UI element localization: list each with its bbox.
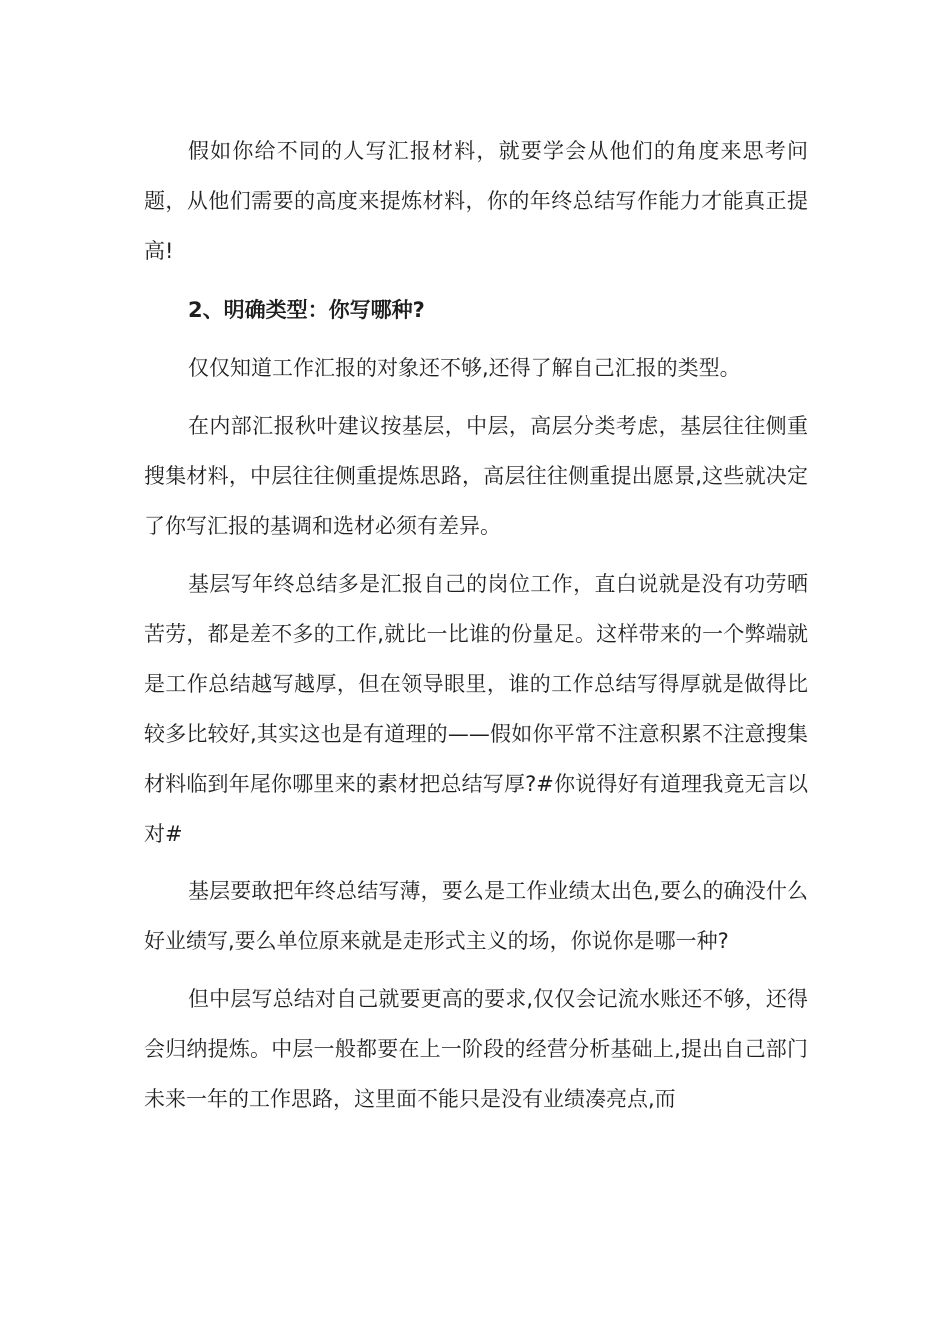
document-body bbox=[144, 126, 808, 1124]
paragraph-grassroots-summary: 基层写年终总结多是汇报自己的岗位工作，直白说就是没有功劳晒苦劳，都是差不多的工作,就比一比谁的份量足。这样带来的一个弊端就是工作总结越写越厚，但在领导眼里，谁的工作总结写得厚就是做得比较多比较好,其实这也是有道理的——假如你平常不注意积累不注意搜集材料临到年尾你哪里来的素材把总结写厚?#你说得好有道理我竟无言以对# bbox=[144, 572, 808, 846]
paragraph-grassroots-thin-summary: 基层要敢把年终总结写薄，要么是工作业绩太出色,要么的确没什么好业绩写,要么单位原来就是走形式主义的场，你说你是哪一种? bbox=[144, 879, 808, 953]
section-heading-report-type: 2、明确类型：你写哪种? bbox=[188, 298, 425, 322]
paragraph-report-type-intro: 仅仅知道工作汇报的对象还不够,还得了解自己汇报的类型。 bbox=[188, 356, 741, 380]
paragraph-audience-perspective: 假如你给不同的人写汇报材料，就要学会从他们的角度来思考问题，从他们需要的高度来提炼材料，你的年终总结写作能力才能真正提高! bbox=[144, 139, 808, 263]
paragraph-middle-management-summary: 但中层写总结对自己就要更高的要求,仅仅会记流水账还不够，还得会归纳提炼。中层一般都要在上一阶段的经营分析基础上,提出自己部门未来一年的工作思路，这里面不能只是没有业绩凑亮点,而 bbox=[144, 987, 808, 1111]
paragraph-levels-overview: 在内部汇报秋叶建议按基层，中层，高层分类考虑，基层往往侧重搜集材料，中层往往侧重提炼思路，高层往往侧重提出愿景,这些就决定了你写汇报的基调和选材必须有差异。 bbox=[144, 414, 808, 538]
